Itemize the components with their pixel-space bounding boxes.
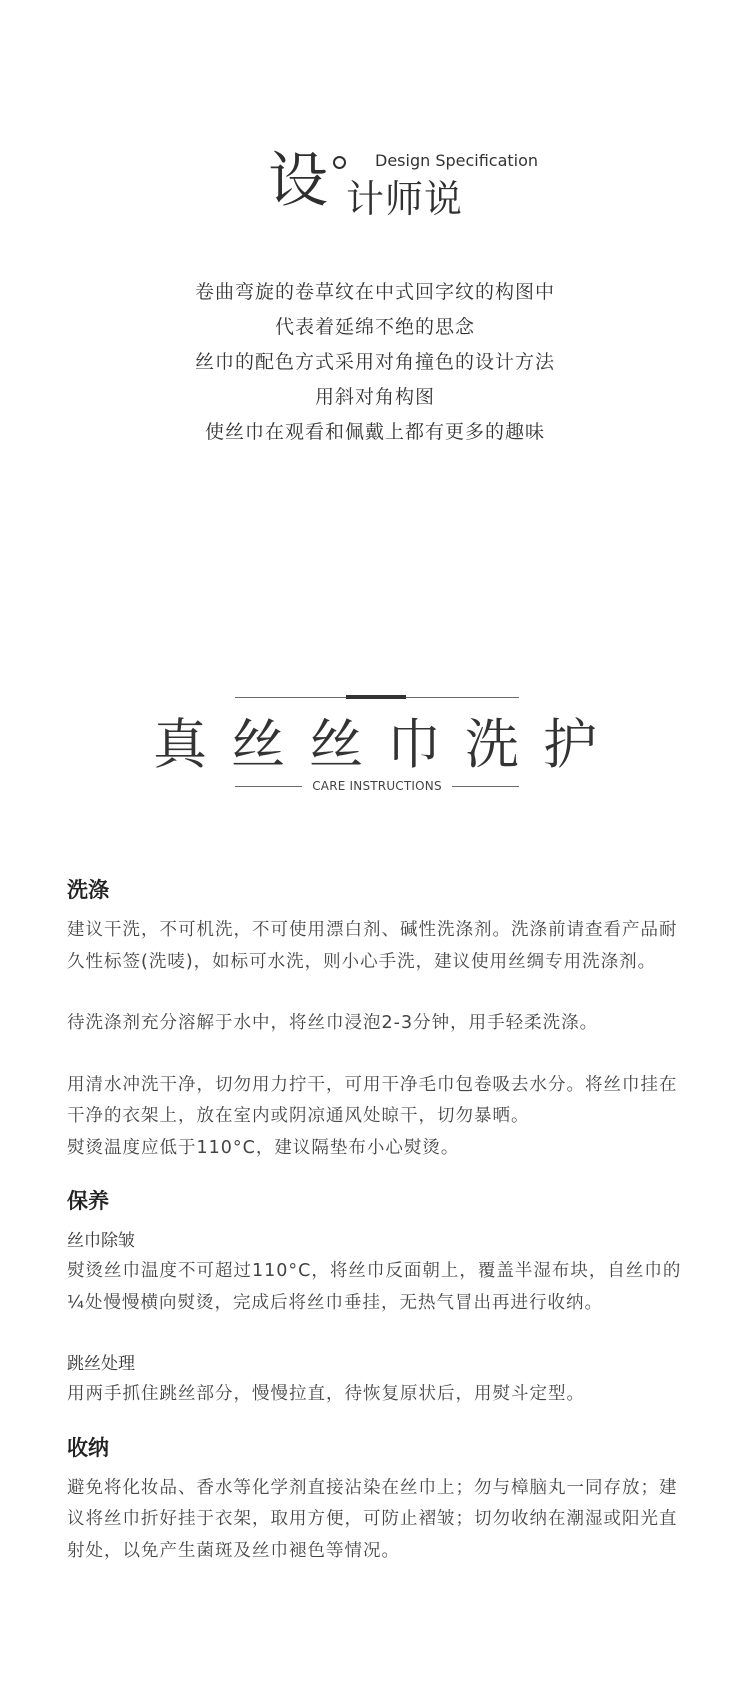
intro-line: 用斜对角构图 <box>314 386 435 408</box>
care-subtitle-right-rule <box>452 786 519 787</box>
wash-paragraph: 用清水冲洗干净，切勿用力拧干，可用干净毛巾包卷吸去水分。将丝巾挂在干净的衣架上，放在室内或阴凉通风处晾干，切勿暴晒。 <box>67 1074 678 1126</box>
intro-line: 代表着延绵不绝的思念 <box>274 316 475 338</box>
care-paragraph: 熨烫丝巾温度不可超过110°C，将丝巾反面朝上，覆盖半湿布块，自丝巾的¼处慢慢横向熨烫，完成后将丝巾垂挂，无热气冒出再进行收纳。 <box>67 1261 682 1313</box>
wash-paragraph: 建议干洗，不可机洗，不可使用漂白剂、碱性洗涤剂。洗涤前请查看产品耐久性标签(洗唛)，如标可水洗，则小心手洗，建议使用丝绸专用洗涤剂。 <box>67 920 678 972</box>
care-subtitle: CARE INSTRUCTIONS <box>312 779 442 793</box>
design-title-rest: 计师说 <box>346 177 464 221</box>
care-content <box>67 873 687 1567</box>
care-subtitle-row <box>235 778 519 794</box>
intro-line: 丝巾的配色方式采用对角撞色的设计方法 <box>194 351 555 373</box>
design-title-big-char: 设 <box>268 146 328 216</box>
wash-paragraph: 熨烫温度应低于110°C，建议隔垫布小心熨烫。 <box>67 1137 460 1158</box>
care-paragraph: 用两手抓住跳丝部分，慢慢拉直，待恢复原状后，用熨斗定型。 <box>67 1384 585 1404</box>
care-subtitle-left-rule <box>235 786 302 787</box>
wash-paragraph: 待洗涤剂充分溶解于水中，将丝巾浸泡2-3分钟，用手轻柔洗涤。 <box>67 1013 599 1033</box>
design-title-english: Design Specification <box>375 151 539 170</box>
care-title: 真丝丝巾洗护 <box>153 713 621 776</box>
section-heading-storage: 收纳 <box>67 1435 109 1460</box>
intro-line: 卷曲弯旋的卷草纹在中式回字纹的构图中 <box>194 281 555 303</box>
intro-line: 使丝巾在观看和佩戴上都有更多的趣味 <box>204 421 545 443</box>
care-subheading-dewrinkle: 丝巾除皱 <box>67 1231 135 1251</box>
storage-paragraph: 避免将化妆品、香水等化学剂直接沾染在丝巾上；勿与樟脑丸一同存放；建议将丝巾折好挂于衣架，取用方便，可防止褶皱；切勿收纳在潮湿或阳光直射处，以免产生菌斑及丝巾褪色等情况。 <box>67 1477 678 1561</box>
care-header-accent-bar <box>346 695 406 699</box>
section-heading-wash: 洗涤 <box>67 878 109 902</box>
care-subheading-snag: 跳丝处理 <box>67 1354 135 1374</box>
design-intro <box>0 275 750 450</box>
section-heading-care: 保养 <box>67 1189 109 1213</box>
degree-circle-ornament <box>333 156 346 169</box>
